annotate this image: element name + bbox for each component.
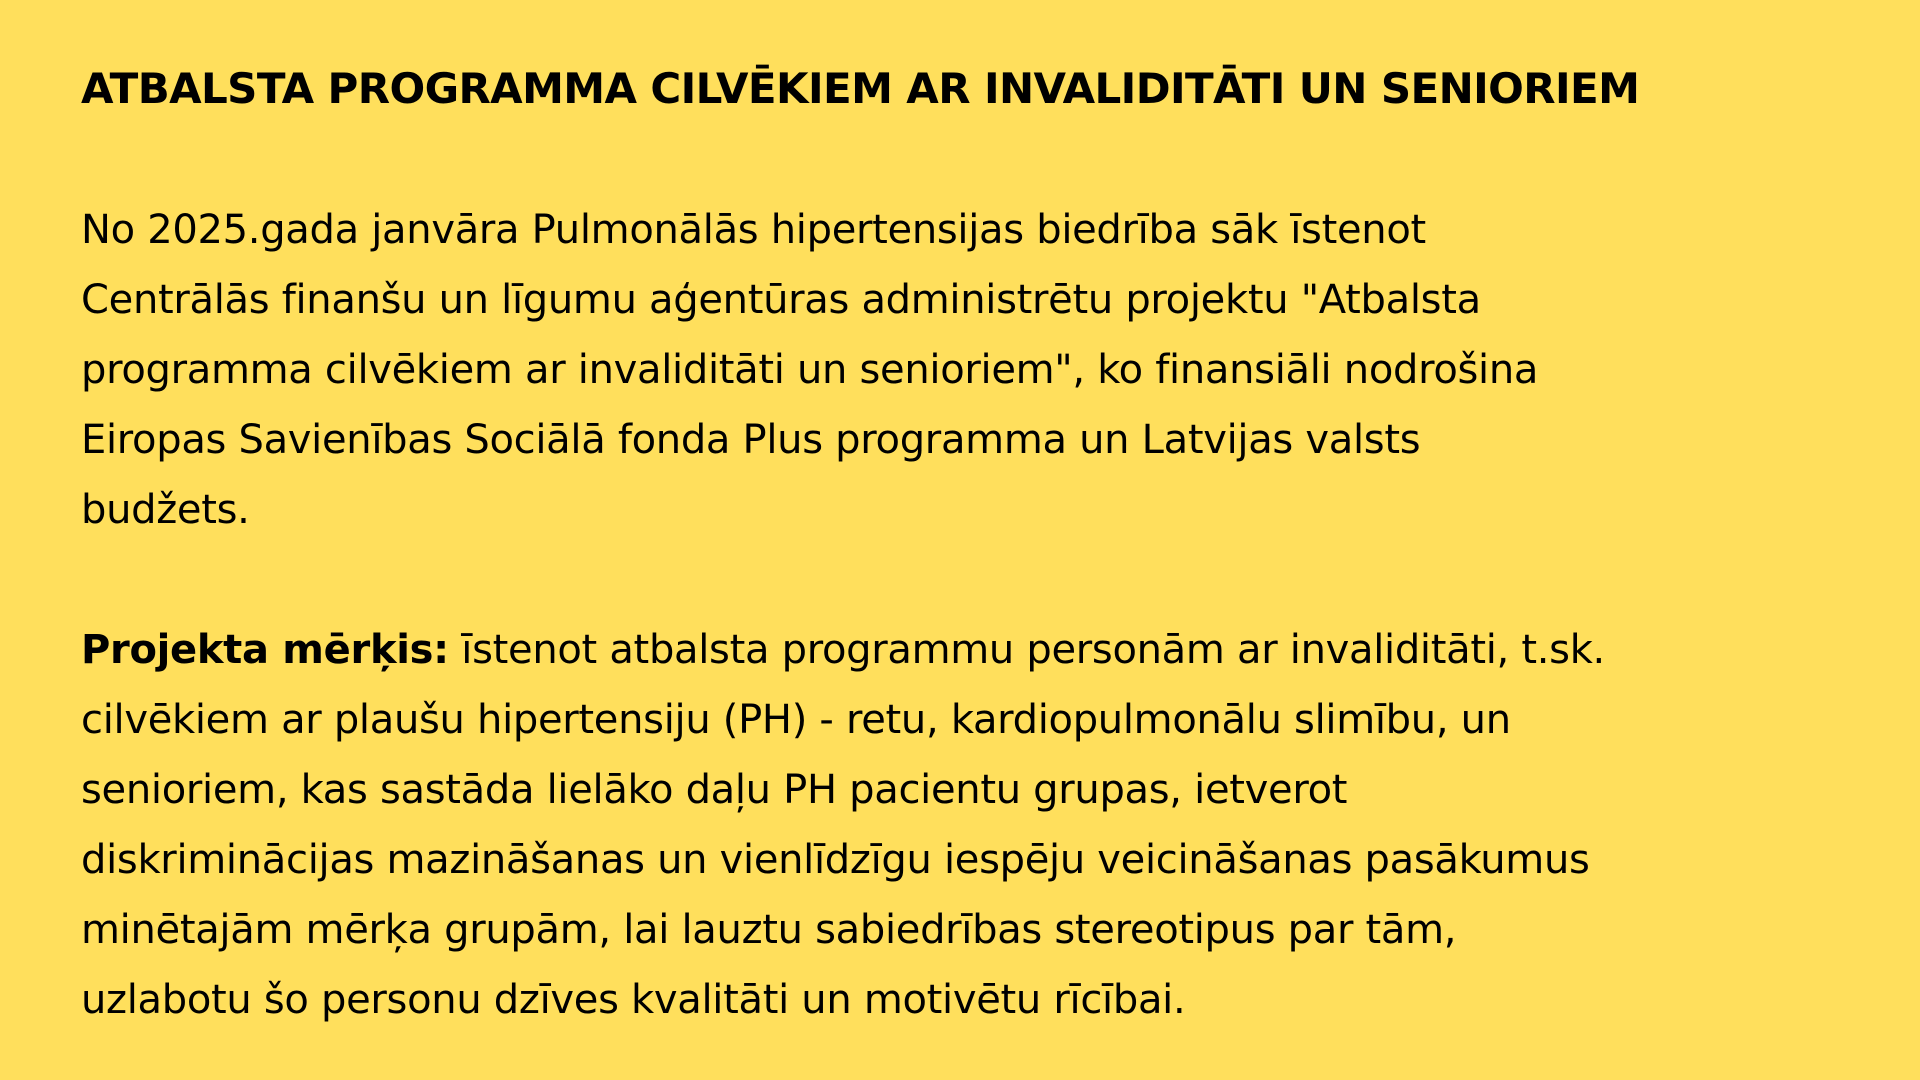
goal-paragraph [81, 615, 1860, 1035]
goal-line: cilvēkiem ar plaušu hipertensiju (PH) - retu, kardiopulmonālu slimību, un [81, 697, 1511, 743]
intro-line: No 2025.gada janvāra Pulmonālās hipertensijas biedrība sāk īstenot [81, 207, 1426, 253]
intro-line: Centrālās finanšu un līgumu aģentūras administrētu projektu "Atbalsta [81, 277, 1481, 323]
page-title: ATBALSTA PROGRAMMA CILVĒKIEM AR INVALIDITĀTI UN SENIORIEM [81, 64, 1640, 113]
intro-paragraph [81, 195, 1860, 545]
intro-line: Eiropas Savienības Sociālā fonda Plus programma un Latvijas valsts [81, 417, 1421, 463]
goal-line: īstenot atbalsta programmu personām ar invaliditāti, t.sk. [448, 627, 1605, 673]
intro-line: budžets. [81, 487, 250, 533]
goal-first-line [81, 615, 1860, 685]
goal-line: diskriminācijas mazināšanas un vienlīdzīgu iespēju veicināšanas pasākumus [81, 837, 1590, 883]
goal-line: uzlabotu šo personu dzīves kvalitāti un motivētu rīcībai. [81, 977, 1186, 1023]
goal-line: minētajām mērķa grupām, lai lauztu sabiedrības stereotipus par tām, [81, 907, 1457, 953]
goal-label: Projekta mērķis: [81, 627, 449, 673]
goal-line: senioriem, kas sastāda lielāko daļu PH pacientu grupas, ietverot [81, 767, 1348, 813]
intro-line: programma cilvēkiem ar invaliditāti un senioriem", ko finansiāli nodrošina [81, 347, 1539, 393]
